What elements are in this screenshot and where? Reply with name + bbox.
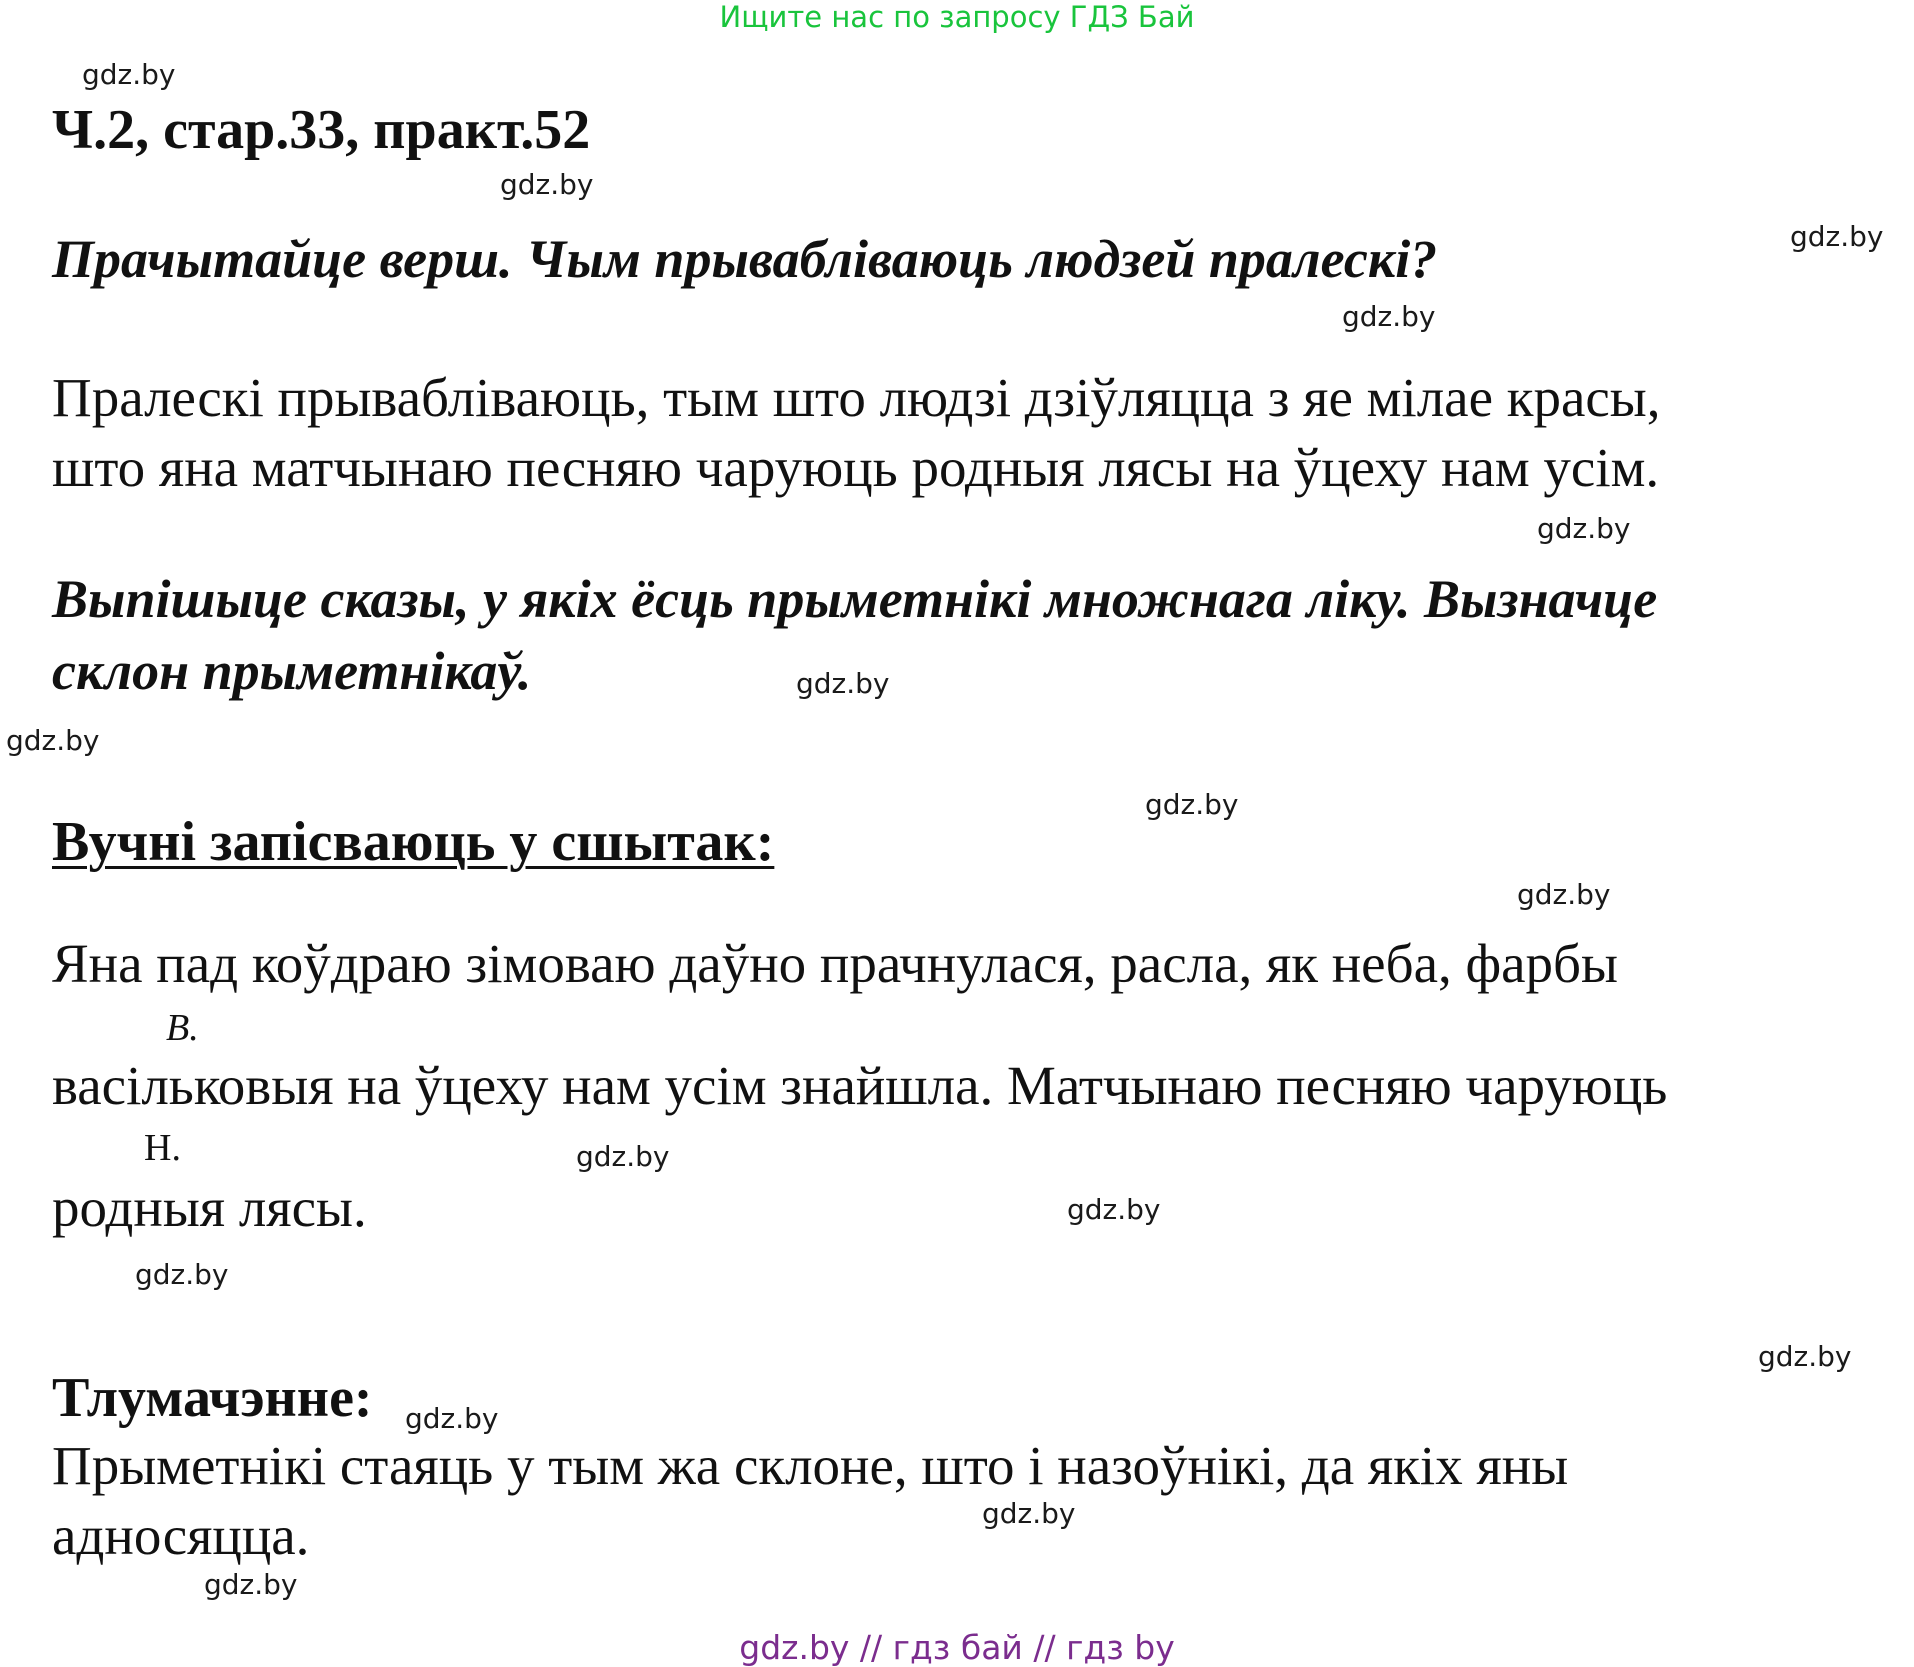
explanation-heading: Тлумачэнне: (52, 1367, 373, 1429)
task-question-1: Прачытайце верш. Чым прываблiваюць людзей пралескi? (52, 229, 1438, 289)
task-question-2-line-1: Выпiшыце сказы, у якiх ёсць прыметнiкi множнага лiку. Вызначце (52, 569, 1658, 629)
watermark: gdz.by (1342, 300, 1436, 333)
watermark: gdz.by (1145, 788, 1239, 821)
sentence-line-3: родныя лясы. (52, 1177, 367, 1238)
case-mark-accusative: В. (166, 1007, 199, 1049)
page-title: Ч.2, стар.33, практ.52 (52, 99, 591, 161)
watermark: gdz.by (204, 1568, 298, 1601)
watermark: gdz.by (82, 58, 176, 91)
watermark: gdz.by (1067, 1193, 1161, 1226)
answer-line-2: што яна матчынаю песняю чаруюць родныя лясы на ўцеху нам усiм. (52, 437, 1660, 498)
notebook-heading: Вучнi запiсваюць у сшытак: (52, 811, 775, 873)
sentence-line-2: васiльковыя на ўцеху нам усiм знайшла. Матчынаю песняю чаруюць (52, 1055, 1668, 1116)
watermark: gdz.by (1517, 878, 1611, 911)
watermark: gdz.by (1790, 220, 1884, 253)
watermark: gdz.by (1537, 512, 1631, 545)
case-mark-nominative: Н. (144, 1127, 181, 1169)
watermark: gdz.by (982, 1497, 1076, 1530)
task-question-2-line-2: склон прыметнiкаў. (52, 641, 532, 701)
answer-line-1: Пралескi прываблiваюць, тым што людзi дзiўляцца з яе мiлае красы, (52, 367, 1661, 428)
sentence-line-1: Яна пад коўдраю зiмоваю даўно прачнулася, расла, як неба, фарбы (52, 933, 1618, 994)
watermark: gdz.by (796, 667, 890, 700)
watermark: gdz.by (500, 168, 594, 201)
watermark: gdz.by (405, 1402, 499, 1435)
top-banner: Ищите нас по запросу ГДЗ Бай (719, 0, 1195, 34)
footer-links: gdz.by // гдз бай // гдз by (739, 1628, 1175, 1667)
explanation-line-2: адносяцца. (52, 1505, 310, 1566)
explanation-line-1: Прыметнiкi стаяць у тым жа склоне, што i назоўнiкi, да якiх яны (52, 1435, 1569, 1496)
watermark: gdz.by (6, 724, 100, 757)
watermark: gdz.by (1758, 1340, 1852, 1373)
watermark: gdz.by (135, 1258, 229, 1291)
watermark: gdz.by (576, 1140, 670, 1173)
